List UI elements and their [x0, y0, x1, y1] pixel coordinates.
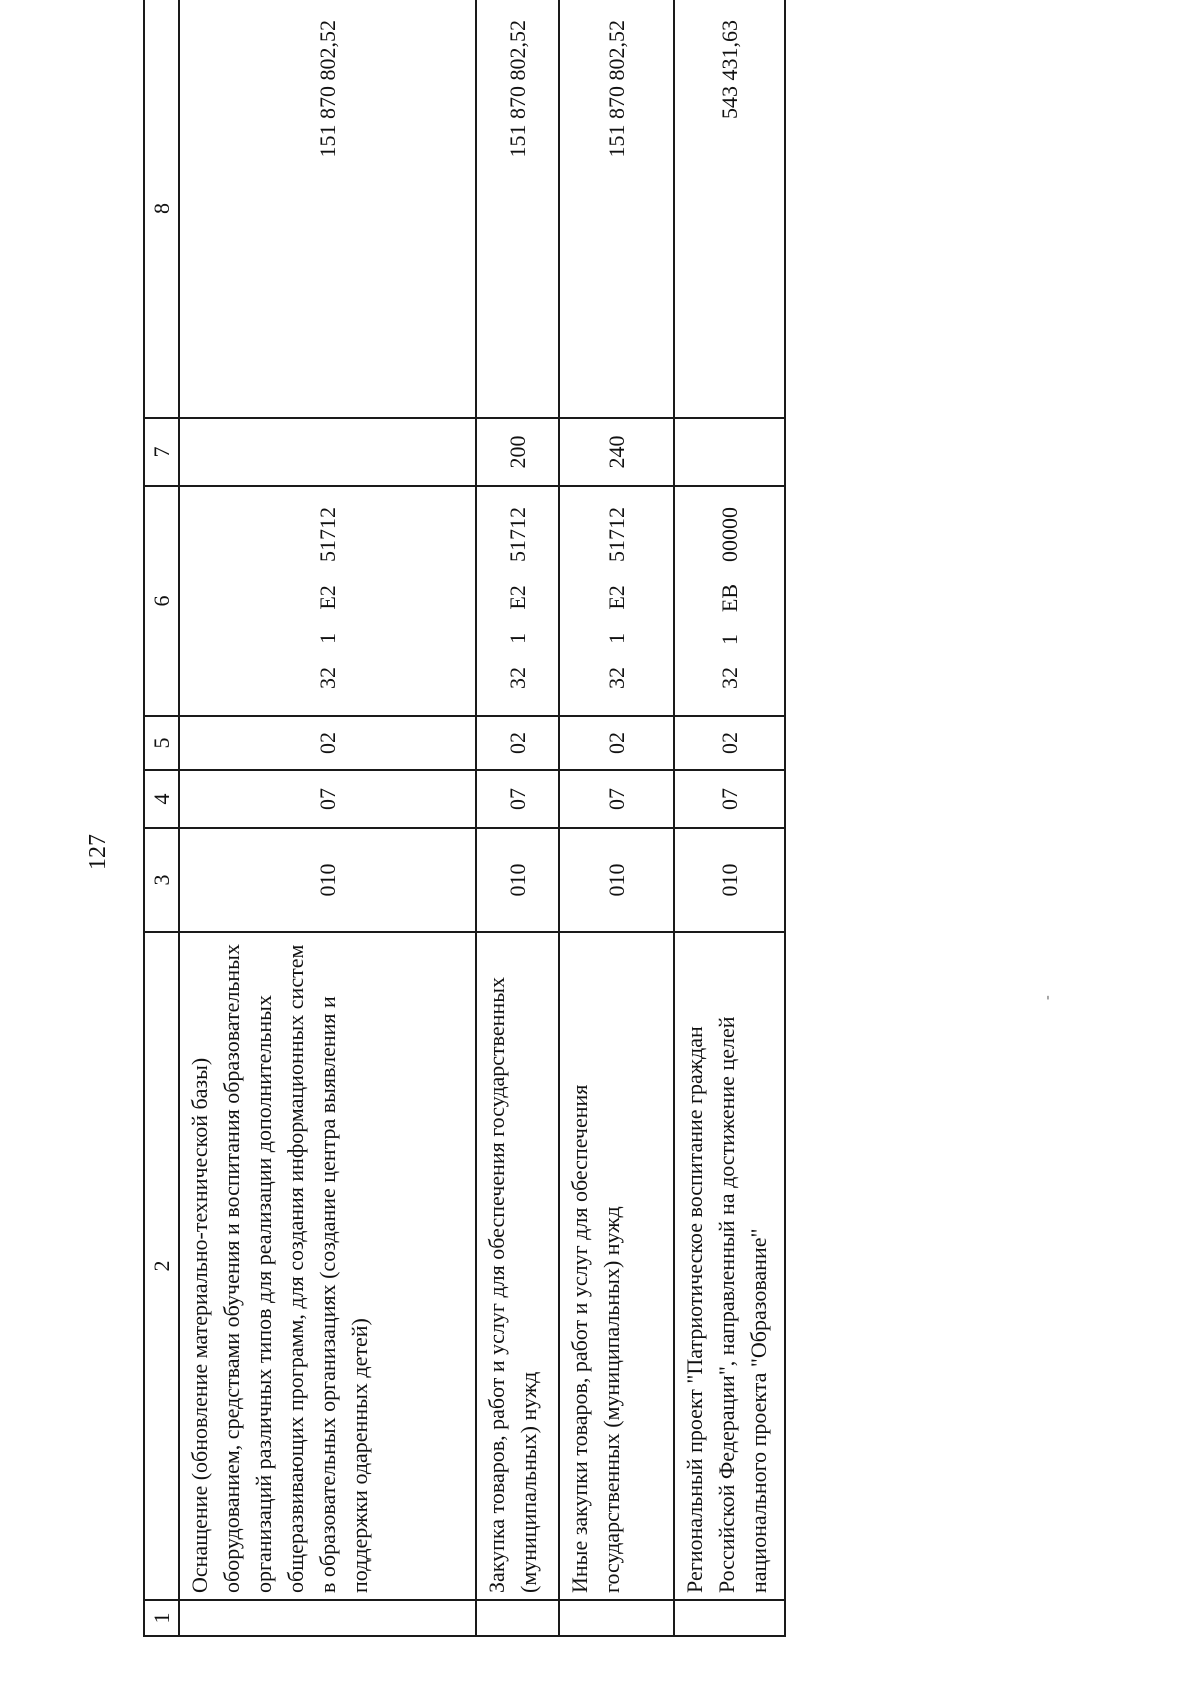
- expense-type-cell: 240: [559, 418, 674, 486]
- expense-type-cell: [674, 418, 785, 486]
- amount-cell: 151 870 802,52: [559, 0, 674, 418]
- code-part: 32: [716, 667, 742, 689]
- expense-type-cell: 200: [476, 418, 559, 486]
- code-cell-3: 010: [559, 828, 674, 932]
- budget-table: [143, 0, 786, 1637]
- code-cell-5: 02: [674, 716, 785, 770]
- row-number-cell: [179, 1600, 476, 1636]
- code-cell-3: 010: [476, 828, 559, 932]
- row-number-cell: [559, 1600, 674, 1636]
- code-part: 1: [504, 632, 530, 644]
- code-part: ЕВ: [716, 583, 742, 613]
- code-cell-4: 07: [179, 770, 476, 828]
- target-code-cell: [559, 486, 674, 716]
- description-cell: Региональный проект "Патриотическое воспитание граждан Российской Федерации", направленный на достижение целей национального проекта "Образование": [674, 932, 785, 1600]
- header-cell: 1: [144, 1600, 179, 1636]
- code-part: 51712: [603, 507, 629, 563]
- code-cell-3: 010: [179, 828, 476, 932]
- code-cell-5: 02: [559, 716, 674, 770]
- code-part: 51712: [504, 507, 530, 563]
- header-cell: 8: [144, 0, 179, 418]
- target-code-cell: [476, 486, 559, 716]
- code-part: E2: [603, 585, 629, 610]
- code-cell-3: 010: [674, 828, 785, 932]
- code-part: 00000: [716, 507, 742, 563]
- header-cell: 5: [144, 716, 179, 770]
- code-part: 1: [314, 632, 340, 644]
- code-cell-4: 07: [559, 770, 674, 828]
- table-row: [674, 0, 785, 1636]
- scan-mark: -: [1040, 995, 1055, 1000]
- description-cell: Закупка товаров, работ и услуг для обеспечения государственных (муниципальных) нужд: [476, 932, 559, 1600]
- page-number: 127: [85, 834, 111, 870]
- table-header-row: [144, 0, 179, 1636]
- table-row: [559, 0, 674, 1636]
- row-number-cell: [674, 1600, 785, 1636]
- code-part: 1: [716, 634, 742, 646]
- code-cell-4: 07: [674, 770, 785, 828]
- header-cell: 3: [144, 828, 179, 932]
- code-cell-5: 02: [476, 716, 559, 770]
- code-cell-5: 02: [179, 716, 476, 770]
- header-cell: 7: [144, 418, 179, 486]
- target-code-cell: [179, 486, 476, 716]
- code-part: 32: [603, 667, 629, 689]
- code-part: E2: [314, 585, 340, 610]
- description-cell: Иные закупки товаров, работ и услуг для обеспечения государственных (муниципальных) нужд: [559, 932, 674, 1600]
- code-cell-4: 07: [476, 770, 559, 828]
- amount-cell: 151 870 802,52: [179, 0, 476, 418]
- code-part: E2: [504, 585, 530, 610]
- code-part: 32: [314, 667, 340, 689]
- header-cell: 4: [144, 770, 179, 828]
- header-cell: 6: [144, 486, 179, 716]
- expense-type-cell: [179, 418, 476, 486]
- amount-cell: 151 870 802,52: [476, 0, 559, 418]
- code-part: 1: [603, 632, 629, 644]
- table-row: [476, 0, 559, 1636]
- header-cell: 2: [144, 932, 179, 1600]
- target-code-cell: [674, 486, 785, 716]
- description-cell: Оснащение (обновление материально-технической базы) оборудованием, средствами обучения и воспитания образовательных организаций различных типов для реализации дополнительных общеразвивающих программ, для создания информационных систем в образовательных организациях (создание центра выявления и поддержки одаренных детей): [179, 932, 476, 1600]
- code-part: 32: [504, 667, 530, 689]
- table-row: [179, 0, 476, 1636]
- row-number-cell: [476, 1600, 559, 1636]
- code-part: 51712: [314, 507, 340, 563]
- amount-cell: 543 431,63: [674, 0, 785, 418]
